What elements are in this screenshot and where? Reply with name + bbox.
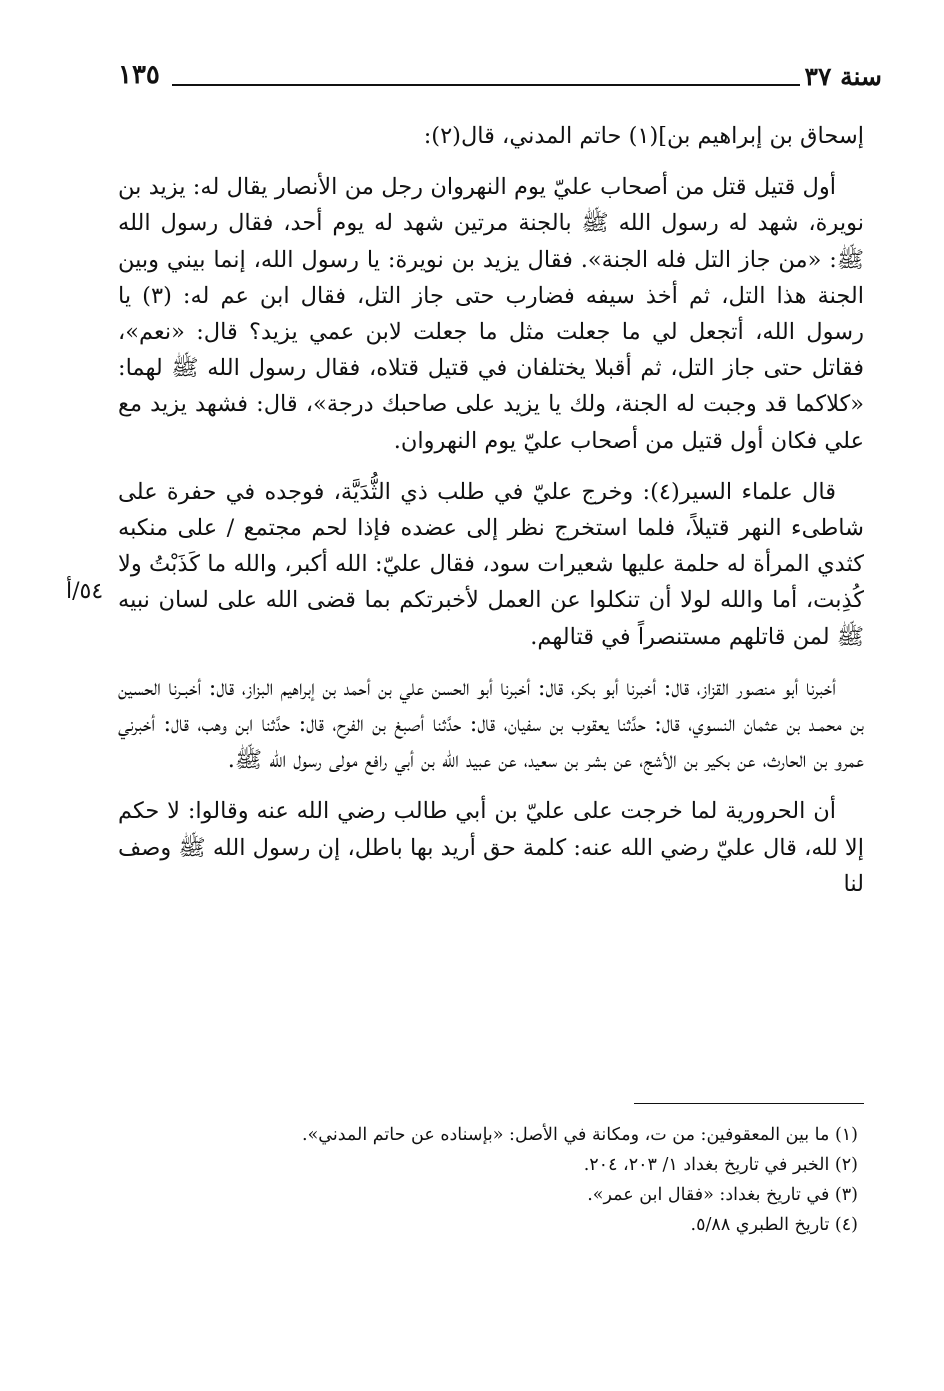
main-text (118, 118, 864, 917)
footnotes (150, 1120, 858, 1240)
running-header-year: سنة ٣٧ (804, 62, 882, 91)
footnote-1: (١) ما بين المعقوفين: من ت، ومكانة في الأصل: «بإسناده عن حاتم المدني». (302, 1125, 858, 1145)
manuscript-folio-marker: ٥٤/أ (66, 579, 104, 604)
footnote-4: (٤) تاريخ الطبري ٥/٨٨. (690, 1215, 858, 1235)
paragraph-5: أن الحرورية لما خرجت على عليّ بن أبي طالب رضي الله عنه وقالوا: لا حكم إلا لله، قال عليّ رضي الله عنه: كلمة حق أريد بها باطل، إن رسول الله ﷺ وصف لنا (118, 798, 864, 897)
paragraph-1: إسحاق بن إبراهيم بن](١) حاتم المدني، قال(٢): (423, 123, 864, 149)
footnote-rule (634, 1103, 864, 1104)
paragraph-3: قال علماء السير(٤): وخرج عليّ في طلب ذي الثُّدَيَّة، فوجده في حفرة على شاطىء النهر قتيلاً، فلما استخرج نظر إلى عضده فإذا لحم مجتمع / على منكبه كثدي المرأة له حلمة عليها شعيرات سود، فقال عليّ: الله أكبر، والله ما كَذَبْتُ ولا كُذِبت، أما والله لولا أن تنكلوا عن العمل لأخبرتكم بما قضى الله على لسان نبيه ﷺ لمن قاتلهم مستنصراً في قتالهم. (118, 478, 864, 650)
header-rule (172, 84, 800, 86)
paragraph-2: أول قتيل قتل من أصحاب عليّ يوم النهروان رجل من الأنصار يقال له: يزيد بن نويرة، شهد له رسول الله ﷺ بالجنة مرتين شهد له يوم أحد، فقال رسول الله ﷺ: «من جاز التل فله الجنة». فقال يزيد بن نويرة: يا رسول الله، إنما بيني وبين الجنة هذا التل، ثم أخذ سيفه فضارب حتى جاز التل، فقال ابن عم له: (٣) يا رسول الله، أتجعل لي ما جعلت مثل ما جعلت لابن عمي يزيد؟ قال: «نعم»، فقاتل حتى جاز التل، ثم أقبلا يختلفان في قتيل قتلاه، فقال رسول الله ﷺ لهما: «كلاكما قد وجبت له الجنة، ولك يا يزيد على صاحبك درجة»، قال: فشهد يزيد مع علي فكان أول قتيل من أصحاب عليّ يوم النهروان. (118, 174, 864, 454)
paragraph-4: أخبرنا أبو منصور القزاز، قال: أخبرنا أبو بكر، قال: أخبرنا أبو الحسن علي بن أحمد بن إبراهيم البزاز، قال: أخبـرنا الحسين بن محمـد بن عثمان النسوي، قال: حدَّثنا يعقوب بن سفيان، قال: حدَّثنا أصبغ بن الفرح، قال: حدَّثنا ابن وهب، قال: أخبرني عمرو بن الحارث، عن بكير بن الأشج، عن بشر بن سعيد، عن عبيد الله بن أبي رافع مولى رسول الله ﷺ. (118, 674, 864, 774)
footnote-2: (٢) الخبر في تاريخ بغداد ١/ ٢٠٣، ٢٠٤. (583, 1155, 858, 1175)
page-number: ١٣٥ (118, 60, 160, 90)
footnote-3: (٣) في تاريخ بغداد: «فقال ابن عمر». (587, 1185, 858, 1205)
